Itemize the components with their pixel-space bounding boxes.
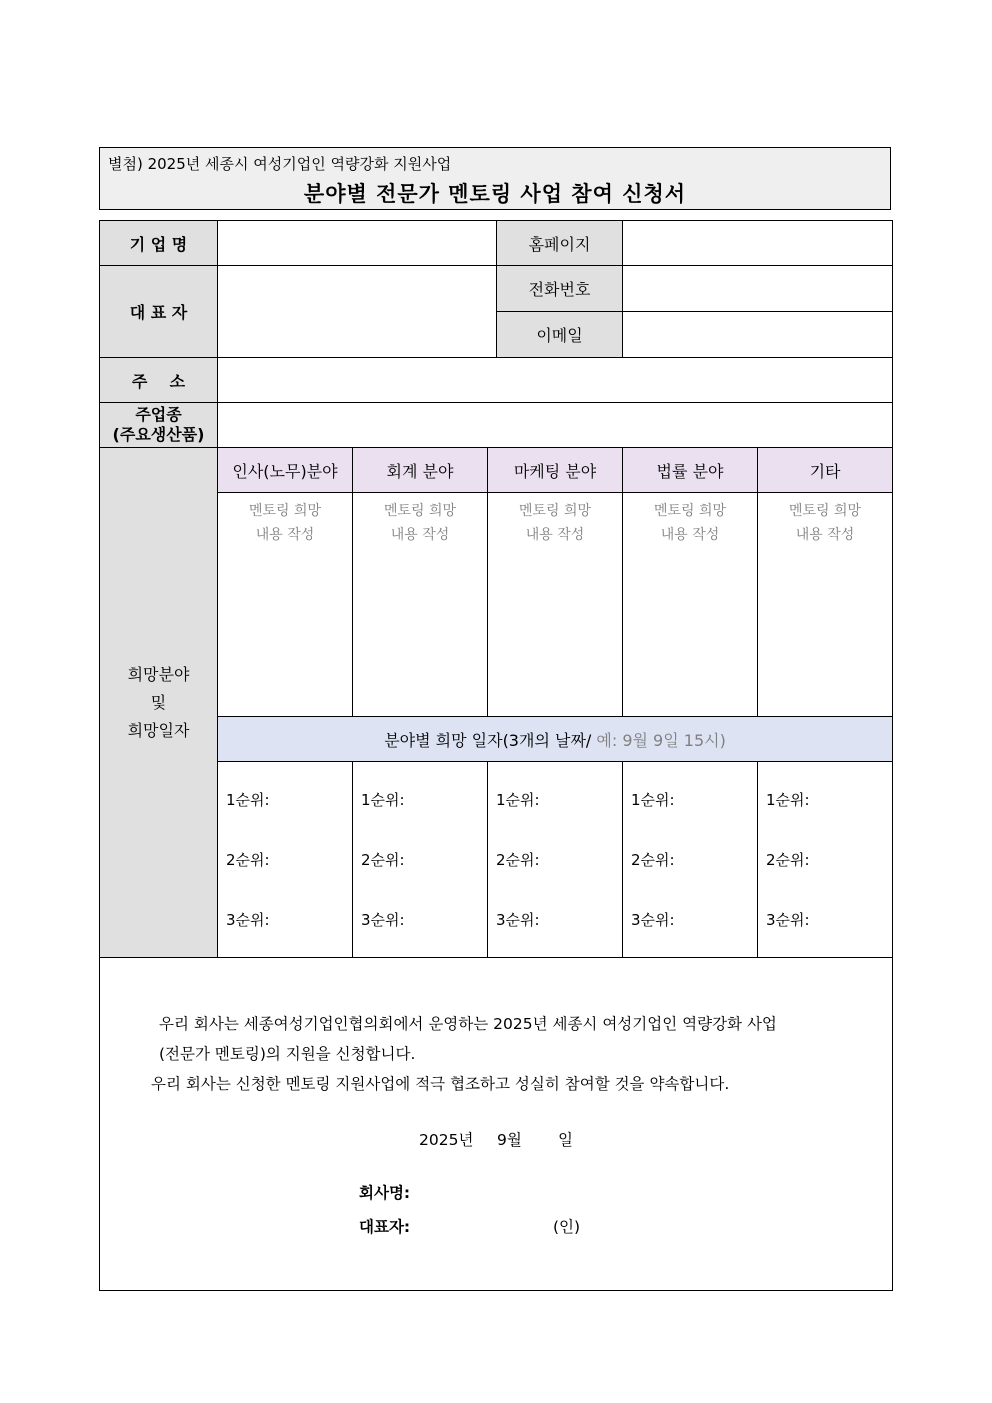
field-legal-header: 법률 분야 (623, 448, 758, 493)
email-field[interactable] (623, 312, 893, 358)
wish-label (100, 448, 218, 958)
email-label: 이메일 (497, 312, 623, 358)
ceo-sign-label: 대표자: (359, 1218, 411, 1236)
homepage-label: 홈페이지 (497, 221, 623, 266)
field-marketing-content[interactable]: 멘토링 희망 내용 작성 (488, 493, 623, 717)
declaration-section (99, 957, 893, 1291)
industry-label (100, 403, 218, 448)
phone-label: 전화번호 (497, 266, 623, 312)
company-name-field[interactable] (218, 221, 497, 266)
industry-field[interactable] (218, 403, 893, 448)
industry-label-line2: (주요생산품) (112, 425, 205, 444)
preferred-date-header: 분야별 희망 일자(3개의 날짜/ 예: 9월 9일 15시) (218, 717, 893, 762)
field-hr-content[interactable]: 멘토링 희망 내용 작성 (218, 493, 353, 717)
industry-label-line1: 주업종 (135, 405, 182, 424)
field-other-dates[interactable]: 1순위: 2순위: 3순위: (758, 762, 893, 958)
field-marketing-header: 마케팅 분야 (488, 448, 623, 493)
declaration-line-1: 우리 회사는 세종여성기업인협의회에서 운영하는 2025년 세종시 여성기업인 역량강화 사업 (159, 1015, 777, 1033)
field-legal-dates[interactable]: 1순위: 2순위: 3순위: (623, 762, 758, 958)
field-accounting-content[interactable]: 멘토링 희망 내용 작성 (353, 493, 488, 717)
field-hr-header: 인사(노무)분야 (218, 448, 353, 493)
form-title: 분야별 전문가 멘토링 사업 참여 신청서 (303, 182, 687, 206)
wish-label-line2: 및 (150, 692, 167, 712)
form-header (99, 147, 891, 210)
phone-field[interactable] (623, 266, 893, 312)
ceo-field[interactable] (218, 266, 497, 358)
field-accounting-dates[interactable]: 1순위: 2순위: 3순위: (353, 762, 488, 958)
ceo-label: 대 표 자 (100, 266, 218, 358)
field-marketing-dates[interactable]: 1순위: 2순위: 3순위: (488, 762, 623, 958)
homepage-field[interactable] (623, 221, 893, 266)
wish-label-line3: 희망일자 (127, 720, 190, 740)
date-year: 2025년 (419, 1131, 474, 1149)
field-hr-dates[interactable]: 1순위: 2순위: 3순위: (218, 762, 353, 958)
date-example: 예: 9월 9일 15시) (596, 730, 726, 750)
field-other-content[interactable]: 멘토링 희망 내용 작성 (758, 493, 893, 717)
field-other-header: 기타 (758, 448, 893, 493)
field-accounting-header: 회계 분야 (353, 448, 488, 493)
declaration-line-3: 우리 회사는 신청한 멘토링 지원사업에 적극 협조하고 성실히 참여할 것을 약속합니다. (151, 1075, 730, 1093)
field-legal-content[interactable]: 멘토링 희망 내용 작성 (623, 493, 758, 717)
date-day: 일 (558, 1131, 573, 1149)
wish-label-line1: 희망분야 (127, 664, 190, 684)
attachment-subtitle: 별첨) 2025년 세종시 여성기업인 역량강화 지원사업 (108, 155, 452, 173)
declaration-line-2: (전문가 멘토링)의 지원을 신청합니다. (159, 1045, 416, 1063)
seal-mark: (인) (553, 1218, 581, 1236)
address-label: 주 소 (100, 358, 218, 403)
application-form-table (99, 220, 893, 958)
company-name-label: 기 업 명 (100, 221, 218, 266)
address-field[interactable] (218, 358, 893, 403)
date-month: 9월 (497, 1131, 522, 1149)
company-name-sign-label: 회사명: (359, 1184, 411, 1202)
